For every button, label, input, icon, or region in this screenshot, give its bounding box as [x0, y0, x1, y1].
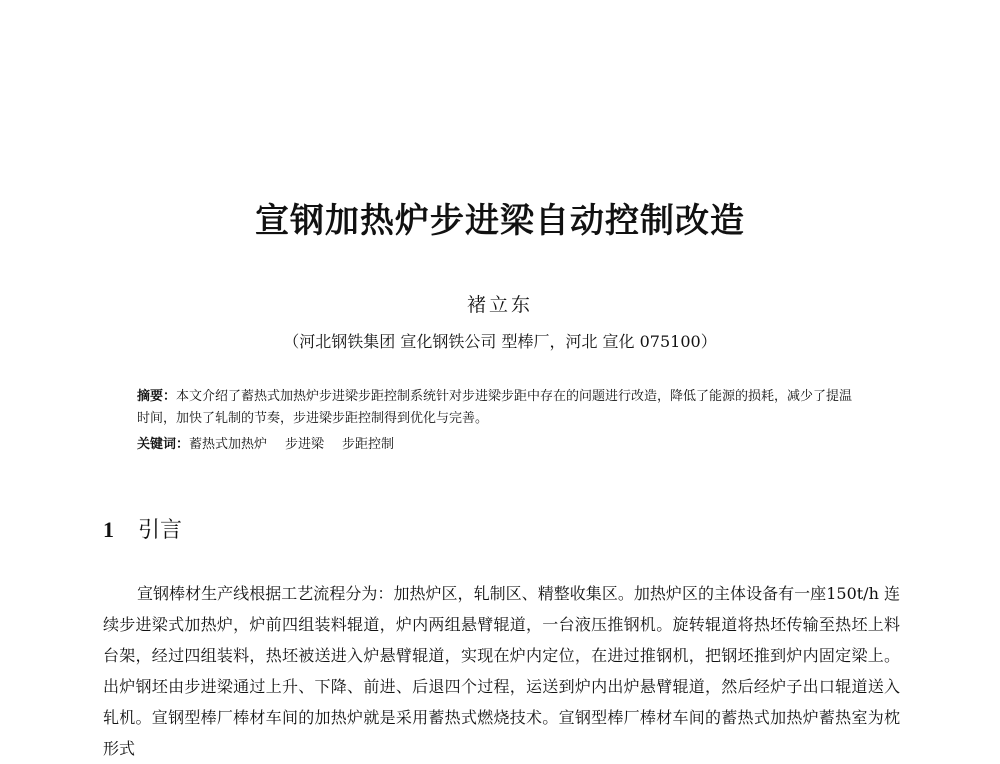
keywords-label: 关键词： [137, 437, 190, 452]
keywords [137, 434, 865, 456]
abstract-label: 摘要： [137, 389, 177, 404]
author-affiliation: （河北钢铁集团 宣化钢铁公司 型棒厂，河北 宣化 075100） [283, 332, 717, 351]
paper-title: 宣钢加热炉步进梁自动控制改造 [255, 201, 745, 241]
section-number: 1 [103, 517, 114, 542]
keyword-item: 步进梁 [285, 437, 325, 452]
section-title: 引言 [138, 518, 183, 543]
keyword-item: 步距控制 [342, 437, 395, 452]
author-name: 褚立东 [466, 294, 533, 316]
abstract [137, 386, 865, 430]
body-paragraph: 宣钢棒材生产线根据工艺流程分为：加热炉区，轧制区、精整收集区。加热炉区的主体设备有一座150t/h 连续步进梁式加热炉，炉前四组装料辊道，炉内两组悬臂辊道，一台液压推钢机。旋转辊道将热坯传输至热坯上料台架，经过四组装料，热坯被送进入炉悬臂辊道，实现在炉内定位，在进过推钢机，把钢坯推到炉内固定梁上。出炉钢坯由步进梁通过上升、下降、前进、后退四个过程，运送到炉内出炉悬臂辊道，然后经炉子出口辊道送入轧机。宣钢型棒厂棒材车间的加热炉就是采用蓄热式燃烧技术。宣钢型棒厂棒材车间的蓄热式加热炉蓄热室为枕形式 [103, 584, 900, 758]
section-heading [103, 513, 182, 544]
keyword-item: 蓄热式加热炉 [189, 437, 268, 452]
abstract-text: 本文介绍了蓄热式加热炉步进梁步距控制系统针对步进梁步距中存在的问题进行改造，降低了能源的损耗，减少了提温时间，加快了轧制的节奏，步进梁步距控制得到优化与完善。 [137, 389, 853, 426]
